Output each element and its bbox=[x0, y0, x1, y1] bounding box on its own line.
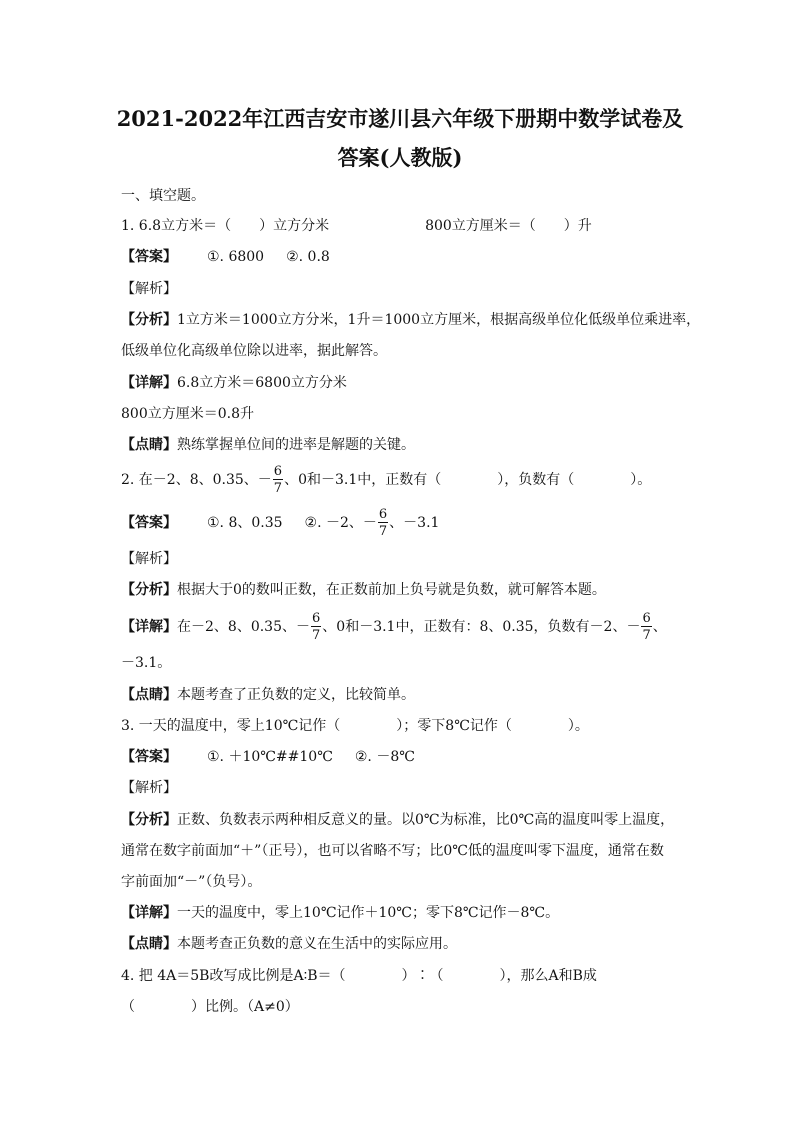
fraction-six-sevenths bbox=[311, 612, 321, 642]
q3-xiangjie bbox=[121, 903, 559, 923]
q1-fenxi-text-1: 1立方米＝1000立方分米，1升＝1000立方厘米，根据高级单位化低级单位乘进率， bbox=[177, 312, 701, 328]
q1-stem-a: 1. 6.8立方米＝（ ）立方分米 bbox=[121, 218, 330, 234]
question-2-stem bbox=[121, 462, 651, 498]
question-1-stem bbox=[121, 216, 592, 236]
q1-dianjing bbox=[121, 435, 415, 455]
q3-answer bbox=[121, 747, 415, 767]
q1-dianjing-text: 熟练掌握单位间的进率是解题的关键。 bbox=[177, 437, 415, 453]
q3-analysis-heading: 【解析】 bbox=[121, 780, 177, 796]
page-title-line-2: 答案(人教版) bbox=[337, 145, 463, 170]
frac-denominator: 7 bbox=[378, 524, 388, 539]
fenxi-tag: 【分析】 bbox=[121, 582, 177, 598]
q2-xiangjie-post: 、 bbox=[652, 619, 667, 635]
fraction-six-sevenths bbox=[378, 508, 388, 538]
q1-answer-1: ①. 6800 bbox=[207, 249, 265, 265]
answer-tag: 【答案】 bbox=[121, 749, 177, 765]
question-3-stem: 3. 一天的温度中，零上10℃记作（ ）；零下8℃记作（ ）。 bbox=[121, 718, 589, 734]
fraction-six-sevenths bbox=[273, 465, 283, 495]
q2-xiangjie-mid: 、0和－3.1中，正数有：8、0.35，负数有－2、－ bbox=[322, 619, 641, 635]
fenxi-tag: 【分析】 bbox=[121, 812, 177, 828]
frac-denominator: 7 bbox=[312, 628, 321, 643]
q2-xiangjie-pre: 在－2、8、0.35、－ bbox=[177, 619, 310, 635]
q3-fenxi-line-2: 通常在数字前面加“＋”（正号），也可以省略不写；比0℃低的温度叫零下温度，通常在数 bbox=[121, 843, 664, 859]
q1-answer-2: ②. 0.8 bbox=[286, 249, 330, 265]
xiangjie-tag: 【详解】 bbox=[121, 619, 177, 635]
frac-numerator: 6 bbox=[642, 611, 651, 626]
xiangjie-tag: 【详解】 bbox=[121, 905, 177, 921]
q2-stem-pre: 2. 在－2、8、0.35、－ bbox=[121, 472, 272, 488]
q3-fenxi-text-1: 正数、负数表示两种相反意义的量。以0℃为标准，比0℃高的温度叫零上温度， bbox=[177, 812, 675, 828]
xiangjie-tag: 【详解】 bbox=[121, 375, 177, 391]
dianjing-tag: 【点睛】 bbox=[121, 936, 177, 952]
fenxi-tag: 【分析】 bbox=[121, 312, 177, 328]
q2-analysis-heading: 【解析】 bbox=[121, 551, 177, 567]
frac-numerator: 6 bbox=[273, 464, 283, 479]
q3-dianjing bbox=[121, 934, 457, 954]
q1-answer bbox=[121, 247, 330, 267]
frac-denominator: 7 bbox=[273, 481, 283, 496]
dianjing-tag: 【点睛】 bbox=[121, 437, 177, 453]
q2-answer-2-post: 、－3.1 bbox=[389, 515, 440, 531]
q2-dianjing-text: 本题考查了正负数的定义，比较简单。 bbox=[177, 687, 415, 703]
question-4-stem-line-1: 4. 把 4A＝5B改写成比例是A∶B＝（ ）∶（ ），那么A和B成 bbox=[121, 968, 597, 984]
q3-dianjing-text: 本题考查正负数的意义在生活中的实际应用。 bbox=[177, 936, 457, 952]
q1-xiangjie-line-1 bbox=[121, 373, 347, 393]
frac-numerator: 6 bbox=[312, 611, 321, 626]
q3-answer-2: ②. －8℃ bbox=[354, 749, 415, 765]
q1-xiangjie-line-2: 800立方厘米＝0.8升 bbox=[121, 406, 254, 422]
q1-stem-b: 800立方厘米＝（ ）升 bbox=[425, 218, 592, 234]
q2-stem-post: 、0和－3.1中，正数有（ ），负数有（ ）。 bbox=[284, 472, 652, 488]
fraction-six-sevenths bbox=[641, 612, 651, 642]
q3-xiangjie-text: 一天的温度中，零上10℃记作＋10℃；零下8℃记作－8℃。 bbox=[177, 905, 560, 921]
q2-fenxi bbox=[121, 580, 606, 600]
q2-fenxi-text: 根据大于0的数叫正数，在正数前加上负号就是负数，就可解答本题。 bbox=[177, 582, 606, 598]
q2-answer-2-pre: ②. －2、－ bbox=[304, 515, 377, 531]
q1-analysis-heading: 【解析】 bbox=[121, 281, 177, 297]
q2-answer bbox=[121, 505, 439, 541]
q2-xiangjie-line-2: －3.1。 bbox=[121, 655, 172, 671]
q3-fenxi-line-3: 字前面加“－”（负号）。 bbox=[121, 874, 262, 890]
frac-denominator: 7 bbox=[642, 628, 651, 643]
q2-answer-1: ①. 8、0.35 bbox=[207, 515, 283, 531]
answer-tag: 【答案】 bbox=[121, 249, 177, 265]
q1-xiangjie-text-1: 6.8立方米＝6800立方分米 bbox=[177, 375, 347, 391]
dianjing-tag: 【点睛】 bbox=[121, 687, 177, 703]
question-4-stem-line-2: （ ）比例。（A≠0） bbox=[121, 999, 299, 1015]
q3-fenxi-line-1 bbox=[121, 810, 674, 830]
q1-fenxi-line-1 bbox=[121, 310, 700, 330]
frac-numerator: 6 bbox=[378, 507, 388, 522]
q1-fenxi-line-2: 低级单位化高级单位除以进率，据此解答。 bbox=[121, 343, 387, 359]
q2-dianjing bbox=[121, 685, 415, 705]
section-heading: 一、填空题。 bbox=[121, 188, 205, 204]
page-title-line-1: 2021-2022年江西吉安市遂川县六年级下册期中数学试卷及 bbox=[116, 106, 684, 131]
q2-xiangjie-line-1 bbox=[121, 609, 667, 645]
q3-answer-1: ①. ＋10℃##10℃ bbox=[207, 749, 333, 765]
answer-tag: 【答案】 bbox=[121, 515, 177, 531]
